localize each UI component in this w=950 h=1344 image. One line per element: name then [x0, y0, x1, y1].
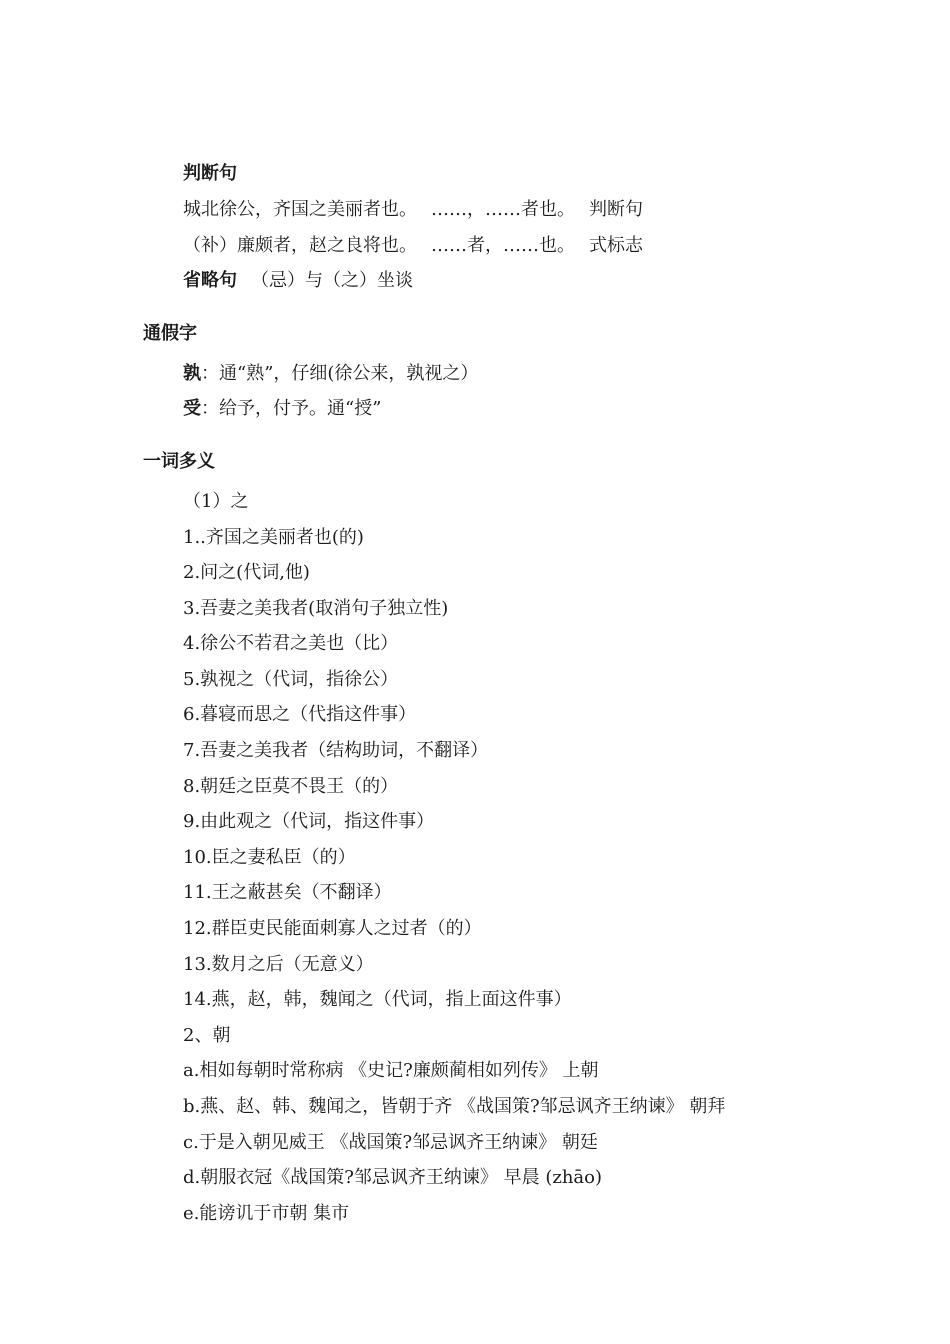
tongjia-item: [183, 362, 478, 386]
list-item: 4.徐公不若君之美也（比）: [183, 633, 399, 654]
judgment-line-2-note: 式标志: [589, 235, 643, 256]
tongjia-explanation: ：通“熟”，仔细(徐公来，孰视之）: [201, 363, 479, 384]
omission-text: （忌）与（之）坐谈: [251, 270, 413, 291]
tongjia-char: 孰: [183, 363, 201, 384]
list-item: 11.王之蔽甚矣（不翻译）: [183, 882, 392, 903]
judgment-line-1: [183, 198, 643, 222]
polysemy-heading: 一词多义: [143, 451, 215, 472]
list-item: 3.吾妻之美我者(取消句子独立性): [183, 598, 449, 619]
list-item: 8.朝廷之臣莫不畏王（的）: [183, 776, 399, 797]
polysemy-group-2-title: 2、朝: [183, 1025, 231, 1046]
list-item: 10.臣之妻私臣（的）: [183, 847, 356, 868]
list-item: 12.群臣吏民能面刺寡人之过者（的）: [183, 918, 482, 939]
list-item: 13.数月之后（无意义）: [183, 954, 374, 975]
list-item: 5.孰视之（代词，指徐公）: [183, 669, 399, 690]
list-item: e.能谤讥于市朝 集市: [183, 1203, 350, 1224]
omission-line: [183, 269, 413, 293]
judgment-line-2-text: （补）廉颇者，赵之良将也。: [183, 235, 417, 256]
omission-heading: 省略句: [183, 270, 237, 291]
tongjia-explanation: ：给予，付予。通“授”: [201, 398, 382, 419]
tongjia-item: [183, 397, 381, 421]
list-item: c.于是入朝见威王 《战国策?邹忌讽齐王纳谏》 朝廷: [183, 1132, 598, 1153]
judgment-line-1-pattern: ……，……者也。: [431, 199, 575, 220]
list-item: 14.燕，赵，韩，魏闻之（代词，指上面这件事）: [183, 989, 572, 1010]
list-item: 2.问之(代词,他): [183, 562, 310, 583]
tongjia-heading: 通假字: [143, 323, 197, 344]
judgment-heading: 判断句: [183, 163, 237, 184]
judgment-line-2: [183, 234, 643, 258]
tongjia-char: 受: [183, 398, 201, 419]
judgment-line-1-note: 判断句: [589, 199, 643, 220]
list-item: 7.吾妻之美我者（结构助词，不翻译）: [183, 740, 489, 761]
list-item: d.朝服衣冠《战国策?邹忌讽齐王纳谏》 早晨 (zhāo): [183, 1167, 603, 1188]
list-item: a.相如每朝时常称病 《史记?廉颇蔺相如列传》 上朝: [183, 1060, 599, 1081]
list-item: 1..齐国之美丽者也(的): [183, 527, 364, 548]
list-item: 6.暮寝而思之（代指这件事）: [183, 704, 417, 725]
judgment-line-1-text: 城北徐公，齐国之美丽者也。: [183, 199, 417, 220]
judgment-line-2-pattern: ……者，……也。: [431, 235, 575, 256]
list-item: b.燕、赵、韩、魏闻之，皆朝于齐 《战国策?邹忌讽齐王纳谏》 朝拜: [183, 1096, 726, 1117]
polysemy-group-1-title: （1）之: [183, 491, 249, 512]
list-item: 9.由此观之（代词，指这件事）: [183, 811, 435, 832]
